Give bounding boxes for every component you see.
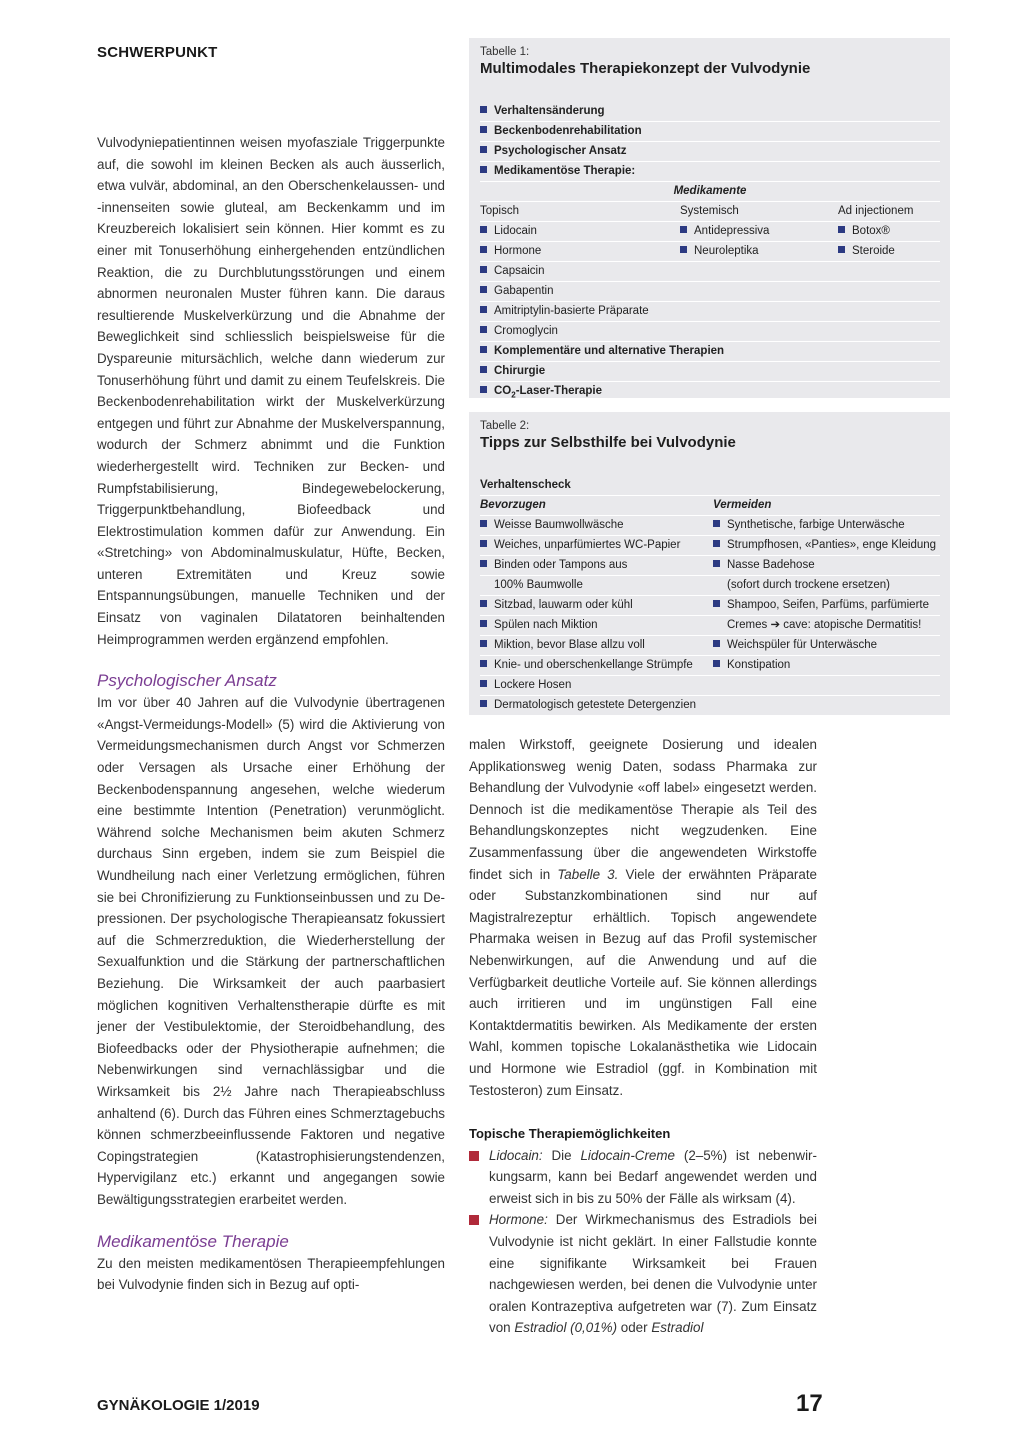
table-row: Weisse Baumwollwäsche Synthetische, farbige Unterwäsche [480, 516, 940, 536]
subheading-topische: Topische Therapiemöglichkeiten [469, 1126, 671, 1142]
square-bullet-icon [480, 600, 487, 607]
square-bullet-icon [838, 246, 845, 253]
table-2-box [469, 412, 950, 715]
col-head-topisch: Topisch [480, 205, 519, 217]
square-bullet-icon [713, 560, 720, 567]
table-row: Weiches, unparfümiertes WC-Papier Strumpfhosen, «Panties», enge Kleidung [480, 536, 940, 556]
table-row: 100% Baumwolle (sofort durch trockene ersetzen) [480, 576, 940, 596]
table-row: Lidocain Antidepressiva Botox® [480, 222, 940, 242]
table-row: Verhaltensänderung [480, 102, 940, 122]
square-bullet-icon [480, 660, 487, 667]
table-row: Psychologischer Ansatz [480, 142, 940, 162]
square-bullet-icon [480, 520, 487, 527]
table-row: Chirurgie [480, 362, 940, 382]
square-bullet-icon [480, 640, 487, 647]
table-row: Binden oder Tampons aus Nasse Badehose [480, 556, 940, 576]
square-bullet-icon [480, 386, 487, 393]
footer-journal: GYNÄKOLOGIE 1/2019 [97, 1397, 260, 1414]
square-bullet-icon [680, 246, 687, 253]
col-head-bevorzugen: Bevorzugen [480, 499, 546, 511]
table-2-rows [480, 476, 940, 715]
table-title: Tipps zur Selbsthilfe bei Vulvodynie [480, 434, 736, 451]
table-row: Capsaicin [480, 262, 940, 282]
table-row: Hormone Neuroleptika Steroide [480, 242, 940, 262]
body-paragraph: malen Wirkstoff, geeignete Dosierung und idealen Applikationsweg wenig Daten, sodass Pharmaka zur Behandlung der Vulvodynie «off label» eingesetzt werden. Dennoch ist die medikamentöse Therapie als Teil des Behandlungskonzeptes nicht wegzudenken. Eine Zusammenfassung über die angewendeten Wirkstoffe findet sich in Tabelle 3. Viele der erwähnten Präparate oder Substanzkombinationen sind nur auf Magistralrezeptur erhältlich. Topisch angewendete Pharmaka weisen in Bezug auf das Profil systemischer Nebenwirkungen, auf die Anwendung und auf die Verfügbarkeit deutliche Vorteile auf. Sie können allerdings auch irritieren und im ungünstigen Fall eine Kontaktdermatitis bewirken. Als Medikamente der ersten Wahl, kommen topische Lokalanästhetika wie Lidocain und Hormone wie Estradiol (ggf. in Kombination mit Testosteron) zum Einsatz. [469, 737, 817, 1098]
right-column [469, 734, 817, 1339]
square-bullet-icon [480, 126, 487, 133]
square-bullet-icon [480, 700, 487, 707]
square-bullet-icon [838, 226, 845, 233]
square-bullet-icon [480, 620, 487, 627]
table-row: Sitzbad, lauwarm oder kühl Shampoo, Seifen, Parfüms, parfümierte [480, 596, 940, 616]
col-head-injection: Ad injectionem [838, 205, 914, 217]
square-bullet-icon [713, 600, 720, 607]
section-label: SCHWERPUNKT [97, 44, 218, 61]
table-column-headers [480, 496, 940, 516]
table-number: Tabelle 2: [480, 420, 530, 432]
body-paragraph: Zu den meisten medikamentösen Therapieempfehlungen bei Vulvodynie finden sich in Bezug auf opti- [97, 1255, 445, 1293]
table-row: Cromoglycin [480, 322, 940, 342]
square-bullet-icon [713, 640, 720, 647]
table-row: Lockere Hosen [480, 676, 940, 696]
square-bullet-icon [480, 266, 487, 273]
table-row: Medikamentöse Therapie: [480, 162, 940, 182]
table-title: Multimodales Therapiekonzept der Vulvodynie [480, 60, 811, 77]
heading-medikamentoese-therapie: Medikamentöse Therapie [97, 1231, 289, 1251]
square-bullet-icon [480, 226, 487, 233]
list-item: Hormone: Der Wirkmechanismus des Estradiols bei Vulvodynie ist nicht geklärt. In einer Fallstudie konnte eine signifikante Wirksamkeit bei Frauen nachgewiesen werden, bei denen die Vulvodynie unter oralen Kontrazeptiva aufgetreten war (7). Zum Einsatz von Estradiol (0,01%) oder Estradiol [469, 1209, 817, 1339]
table-row: Gabapentin [480, 282, 940, 302]
square-bullet-icon [480, 286, 487, 293]
table-row: Amitriptylin-basierte Präparate [480, 302, 940, 322]
square-bullet-icon [480, 306, 487, 313]
list-item: Lidocain: Die Lidocain-Creme (2–5%) ist nebenwirkungsarm, kann bei Bedarf angewendet werden und erweist sich in bis zu 50% der Fälle als wirksam (4). [469, 1145, 817, 1210]
table-column-headers [480, 202, 940, 222]
square-bullet-icon [480, 166, 487, 173]
table-1-rows [480, 102, 940, 401]
square-bullet-icon [480, 106, 487, 113]
square-bullet-icon [713, 540, 720, 547]
square-bullet-icon [480, 326, 487, 333]
square-bullet-icon [480, 680, 487, 687]
square-bullet-icon [713, 660, 720, 667]
medikamente-header: Medikamente [480, 182, 940, 202]
verhaltenscheck-heading: Verhaltenscheck [480, 476, 940, 496]
table-row: Dermatologisch getestete Detergenzien [480, 696, 940, 715]
page-number: 17 [796, 1390, 823, 1417]
square-bullet-icon [480, 146, 487, 153]
table-row: Miktion, bevor Blase allzu voll Weichspüler für Unterwäsche [480, 636, 940, 656]
square-bullet-icon [680, 226, 687, 233]
table-row: Beckenbodenrehabilitation [480, 122, 940, 142]
table-row: Komplementäre und alternative Therapien [480, 342, 940, 362]
square-bullet-icon [480, 246, 487, 253]
square-bullet-icon [480, 560, 487, 567]
heading-psychologischer-ansatz: Psychologischer Ansatz [97, 671, 277, 691]
square-bullet-icon [480, 366, 487, 373]
square-bullet-icon [480, 540, 487, 547]
square-bullet-icon [480, 346, 487, 353]
left-column [97, 132, 445, 1296]
table-row: Spülen nach Miktion Cremes ➔ cave: atopische Dermatitis! [480, 616, 940, 636]
body-paragraph: Vulvodyniepatientinnen weisen myofasziale Triggerpunkte auf, die sowohl im kleinen Becken als auch äusserlich, etwa vulvär, abdominal, an den Oberschenkelaussen- und -innenseiten sowie gluteal, am Beckenkamm und im Kreuzbereich lokalisiert sein können. Hier kommt es zu einer mit Tonuserhöhung einhergehenden entzündlichen Reaktion, die zu Durchblutungsstörungen und einem abnormen neuronalen Muster führen kann. Die daraus resultierende Muskelverkürzung und die Abnahme der Beweglichkeit sind schliesslich beispielsweise für die Dyspareunie mitursächlich, welche dann wiederum zur Tonuserhöhung führt und damit zu einem Teufelskreis. Die Beckenbodenrehabilitation wirkt der Muskelverkürzung entgegen und führt zur Abnahme der Muskelverspannung, wodurch der Schmerz abnimmt und die Funktion wiederhergestellt wird. Techniken zur Becken- und Rumpfstabilisierung, Bindegewebelockerung, Triggerpunktbehandlung, Biofeedback und Elektrostimulation kommen dafür zur Anwendung. Ein «Stretching» von Abdominalmuskulatur, Hüfte, Becken, unteren Extremitäten und Kreuz sowie Entspannungsübungen, manuelle Techniken und der Einsatz von vaginalen Dilatatoren beinhaltenden Heimprogrammen werden ergänzend empfohlen. [97, 135, 445, 647]
col-head-systemisch: Systemisch [680, 205, 739, 217]
table-number: Tabelle 1: [480, 46, 530, 58]
table-row: $CO_2-Laser$-Therapie [480, 382, 940, 401]
table-1-box [469, 38, 950, 398]
square-bullet-icon [469, 1151, 479, 1161]
body-paragraph: Im vor über 40 Jahren auf die Vulvodynie übertragenen «Angst-Vermeidungs-Modell» (5) wird die Aktivierung von Vermeidungsmechanismen durch Angst vor Schmerzen oder Versagen als Ursache einer Erhöhung der Beckenbodenspannung angesehen, welche wiederum eine bestimmte Intention (Penetration) verunmöglicht. Während solche Mechanismen beim akuten Schmerz durchaus Sinn ergeben, indem sie zum Beispiel die Wundheilung nach einer Verletzung ermöglichen, führen sie bei Chronifizierung zu Funktionseinbussen und zu Depressionen. Der psychologische Therapieansatz fokussiert auf die Schmerzreduktion, die Wiederherstellung der Sexualfunktion und die Stärkung der partnerschaftlichen Beziehung. Die Wirksamkeit der auch paarbasiert möglichen kognitiven Verhaltenstherapie dürfte es mit jener der Vestibulektomie, der Steroidbehandlung, des Biofeedbacks oder der Physiotherapie aufnehmen; die Nebenwirkungen sind vernachlässigbar und die Wirksamkeit bis 2½ Jahre nach Therapieabschluss anhaltend (6). Durch das Führen eines Schmerztagebuchs können schmerzbeeinflussende Faktoren und negative Copingstrategien (Katastrophisierungstendenzen, Hypervigilanz etc.) erkannt und angegangen sowie Bewältigungsstrategien erarbeitet werden. [97, 695, 445, 1207]
square-bullet-icon [469, 1215, 479, 1225]
table-row: Knie- und oberschenkellange Strümpfe Konstipation [480, 656, 940, 676]
square-bullet-icon [713, 520, 720, 527]
col-head-vermeiden: Vermeiden [713, 499, 772, 511]
